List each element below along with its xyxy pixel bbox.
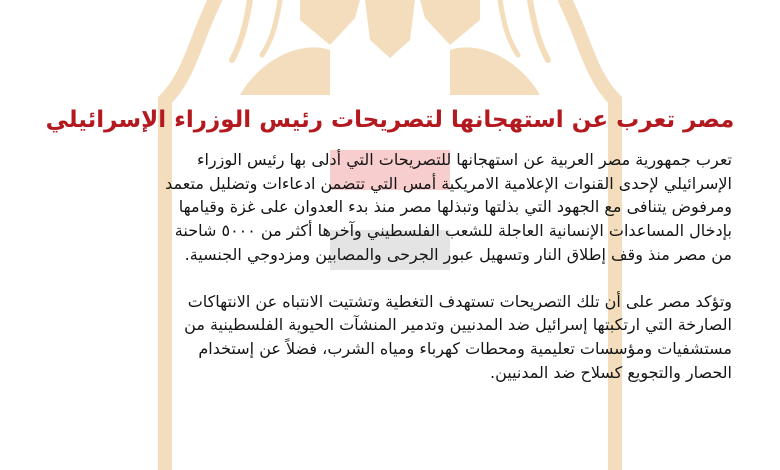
text-line: الصارخة التي ارتكبتها إسرائيل ضد المدنيين وتدمير المنشآت الحيوية الفلسطينية من <box>184 315 732 335</box>
paragraph-1 <box>44 148 732 267</box>
text-line: مستشفيات ومؤسسات تعليمية ومحطات كهرباء ومياه الشرب، فضلاً عن إستخدام <box>198 338 732 358</box>
text-line: وتؤكد مصر على أن تلك التصريحات تستهدف التغطية وتشتيت الانتباه عن الانتهاكات <box>187 291 732 311</box>
text-line: تعرب جمهورية مصر العربية عن استهجانها للتصريحات التي أدلى بها رئيس الوزراء <box>196 150 732 169</box>
text-line: من مصر منذ وقف إطلاق النار وتسهيل عبور الجرحى والمصابين ومزدوجي الجنسية. <box>184 244 732 264</box>
text-line: الحصار والتجويع كسلاح ضد المدنيين. <box>490 362 732 382</box>
text-line: الإسرائيلي لإحدى القنوات الإعلامية الامريكية أمس التي تتضمن ادعاءات وتضليل متعمد <box>165 173 732 193</box>
article-body <box>44 148 732 407</box>
paragraph-2 <box>44 290 732 385</box>
headline: مصر تعرب عن استهجانها لتصريحات رئيس الوزراء الإسرائيلي <box>45 107 735 133</box>
text-line: بإدخال المساعدات الإنسانية العاجلة للشعب الفلسطيني وآخرها أكثر من ٥٠٠٠ شاحنة <box>174 221 732 241</box>
text-line: ومرفوض يتنافى مع الجهود التي بذلتها وتبذلها مصر منذ بدء العدوان على غزة وقيامها <box>178 197 732 217</box>
